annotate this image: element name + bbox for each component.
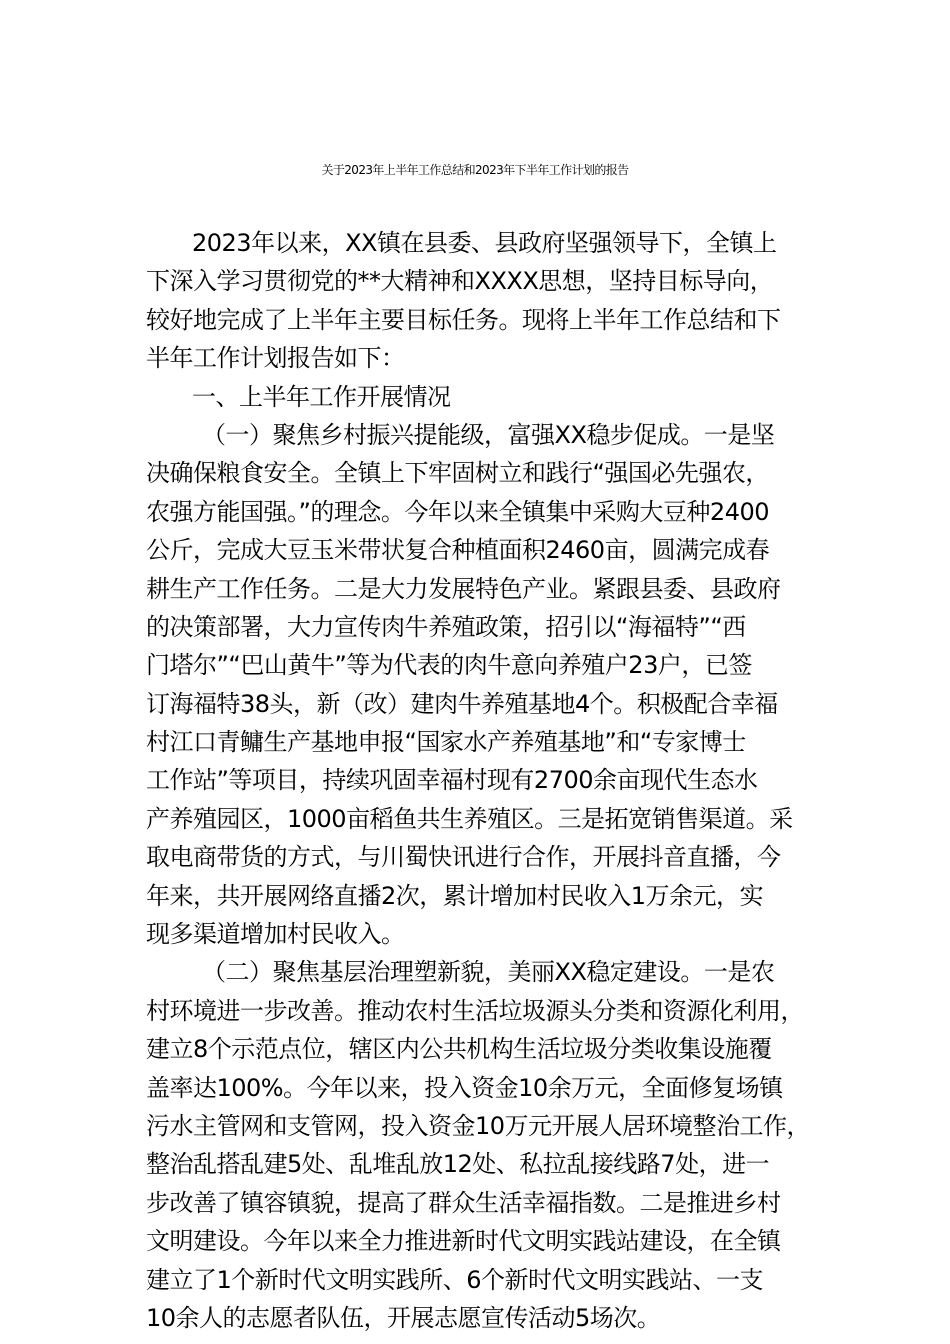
- paragraph-line: 步改善了镇容镇貌，提高了群众生活幸福指数。二是推进乡村: [146, 1188, 781, 1217]
- paragraph-line: 村江口青鳙生产基地申报“国家水产养殖基地”和“专家博士: [146, 728, 746, 757]
- paragraph-line: 村环境进一步改善。推动农村生活垃圾源头分类和资源化利用，: [146, 996, 804, 1025]
- paragraph-line: 建立8个示范点位，辖区内公共机构生活垃圾分类收集设施覆: [146, 1035, 772, 1064]
- paragraph-line: 建立了1个新时代文明实践所、6个新时代文明实践站、一支: [146, 1265, 764, 1294]
- paragraph-line: 决确保粮食安全。全镇上下牢固树立和践行“强国必先强农，: [146, 459, 769, 488]
- paragraph-line: 下深入学习贯彻党的**大精神和XXXX思想，坚持目标导向，: [146, 267, 774, 296]
- paragraph-line: （二）聚焦基层治理塑新貌，美丽XX稳定建设。一是农: [202, 958, 775, 987]
- paragraph-line: 订海福特38头，新（改）建肉牛养殖基地4个。积极配合幸福: [146, 689, 778, 718]
- paragraph-line: 较好地完成了上半年主要目标任务。现将上半年工作总结和下: [146, 305, 781, 334]
- paragraph-line: 工作站”等项目，持续巩固幸福村现有2700余亩现代生态水: [146, 766, 758, 795]
- document-body: [146, 224, 811, 1337]
- paragraph-line: 文明建设。今年以来全力推进新时代文明实践站建设，在全镇: [146, 1227, 781, 1256]
- paragraph-line: 农强方能国强。”的理念。今年以来全镇集中采购大豆种2400: [146, 497, 770, 526]
- paragraph-line: 产养殖园区，1000亩稻鱼共生养殖区。三是拓宽销售渠道。采: [146, 804, 793, 833]
- paragraph-line: 耕生产工作任务。二是大力发展特色产业。紧跟县委、县政府: [146, 574, 781, 603]
- paragraph-line: 公斤，完成大豆玉米带状复合种植面积2460亩，圆满完成春: [146, 536, 770, 565]
- section-heading: 一、上半年工作开展情况: [192, 382, 451, 411]
- paragraph-line: 取电商带货的方式，与川蜀快讯进行合作，开展抖音直播，今: [146, 843, 781, 872]
- paragraph-line: 半年工作计划报告如下：: [146, 344, 405, 373]
- paragraph-line: 门塔尔”“巴山黄牛”等为代表的肉牛意向养殖户23户，已签: [146, 651, 752, 680]
- paragraph-line: （一）聚焦乡村振兴提能级，富强XX稳步促成。一是坚: [202, 420, 775, 449]
- paragraph-line: 的决策部署，大力宣传肉牛养殖政策，招引以“海福特”“西: [146, 612, 746, 641]
- paragraph-line: 10余人的志愿者队伍，开展志愿宣传活动5场次。: [146, 1303, 661, 1332]
- paragraph-line: 2023年以来，XX镇在县委、县政府坚强领导下，全镇上: [192, 229, 777, 257]
- paragraph-line: 整治乱搭乱建5处、乱堆乱放12处、私拉乱接线路7处，进一: [146, 1150, 770, 1179]
- paragraph-line: 盖率达100%。今年以来，投入资金10余万元，全面修复场镇: [146, 1073, 783, 1102]
- document-title: 关于2023年上半年工作总结和2023年下半年工作计划的报告: [321, 163, 629, 177]
- paragraph-line: 年来，共开展网络直播2次，累计增加村民收入1万余元，实: [146, 881, 764, 910]
- paragraph-line: 现多渠道增加村民收入。: [146, 920, 405, 949]
- paragraph-line: 污水主管网和支管网，投入资金10万元开展人居环境整治工作，: [146, 1111, 811, 1140]
